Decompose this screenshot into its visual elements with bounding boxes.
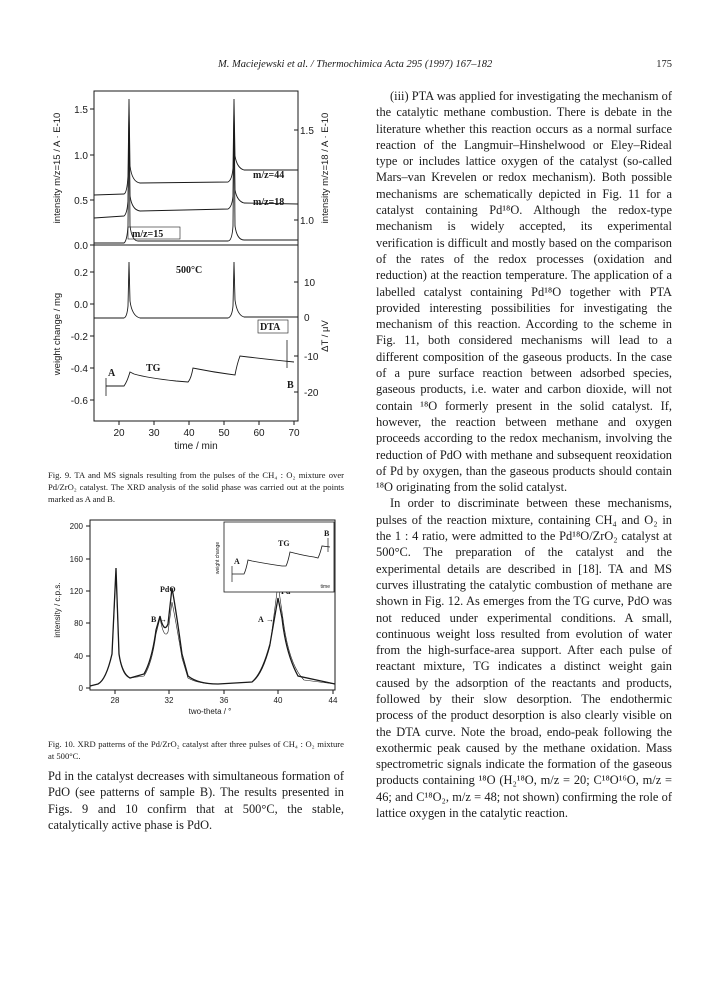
inset-y-label: weight change bbox=[215, 541, 221, 575]
inset-label-a: A bbox=[234, 557, 240, 566]
right-top-tick: 1.5 bbox=[300, 126, 314, 137]
left-top-tick: 1.0 bbox=[74, 151, 88, 162]
x-label: time / min bbox=[174, 441, 218, 452]
label-a: A bbox=[108, 368, 116, 379]
inset-x-label: time bbox=[320, 584, 330, 590]
fig10-y-tick: 0 bbox=[78, 684, 83, 693]
left-top-tick: 1.5 bbox=[74, 105, 88, 116]
y-left-top-label: intensity m/z=15 / A · E-10 bbox=[52, 112, 63, 224]
arrow-right-icon: → bbox=[266, 615, 274, 624]
figure-9-plot bbox=[48, 86, 348, 458]
right-column-text bbox=[376, 88, 672, 821]
fig10-x-tick: 44 bbox=[328, 696, 338, 705]
inset-label-b: B bbox=[324, 529, 330, 538]
x-tick: 30 bbox=[148, 428, 160, 439]
y-right-bottom-label: ΔT / μV bbox=[320, 320, 331, 352]
page-number: 175 bbox=[656, 59, 672, 70]
right-bottom-tick: -10 bbox=[304, 352, 319, 363]
figure-9 bbox=[48, 86, 348, 458]
fig10-y-tick: 120 bbox=[69, 587, 83, 596]
label-pdo: PdO bbox=[160, 585, 176, 594]
fig10-x-tick: 32 bbox=[164, 696, 174, 705]
left-bottom-tick: -0.6 bbox=[70, 396, 88, 407]
curve-tg bbox=[106, 356, 294, 386]
fig10-x-axis bbox=[111, 690, 338, 705]
paragraph-iii: (iii) PTA was applied for investigating the mechanism of the catalytic methane combustion. There is debate in the literature whether this reaction occurs as a normal surface reaction of the Langmuir–Hinshelwood or Eley–Rideal type or includes lattice oxygen of the catalyst (so-called Mars–van Krevelen or redox mechanism). Both possible mechanisms are schematically depicted in Fig. 11 for a catalyst containing Pd¹⁸O. Although the redox-type mechanism is widely accepted, its experimental verification is difficult and mostly based on the comparison of the rates of the redox processes (oxidation and reduction) at the reaction temperature. The application of a labelled catalyst containing Pd¹⁸O together with PTA provided interesting possibilities for investigating the mechanism of this reaction. According to the scheme in Fig. 11, both considered mechanisms will lead to a different composition of the gaseous products. In the case of a pure surface reaction between adsorbed species, gaseous products, i.e. water and carbon dioxide, will not contain ¹⁸O formerly present in the solid catalyst. If, however, the reaction between methane and oxygen proceeds according to the redox mechanism, involving the reduction of PdO with methane and subsequent reoxidation of Pd by oxygen, than the gaseous products should contain ¹⁸O originating from the solid catalyst. bbox=[376, 89, 672, 495]
x-tick: 40 bbox=[183, 428, 195, 439]
running-title: M. Maciejewski et al. / Thermochimica Acta 295 (1997) 167–182 bbox=[218, 59, 493, 70]
y-left-bottom-label: weight change / mg bbox=[52, 292, 63, 376]
right-bottom-tick: 0 bbox=[304, 313, 310, 324]
figure-9-caption: Fig. 9. TA and MS signals resulting from the pulses of the CH₄ : O₂ mixture over Pd/ZrO₂ catalyst. The XRD analysis of the solid phase was carried out at the points marked as A and B. bbox=[48, 470, 344, 504]
right-top-axis bbox=[294, 126, 314, 227]
fig10-y-tick: 200 bbox=[69, 522, 83, 531]
fig10-x-tick: 36 bbox=[219, 696, 229, 705]
inset-label-tg: TG bbox=[278, 539, 290, 548]
fig10-x-label: two-theta / ° bbox=[188, 707, 232, 716]
left-paragraph: Pd in the catalyst decreases with simultaneous formation of PdO (see patterns of sample B). The results presented in Figs. 9 and 10 confirm that at 500°C, the stable, catalytically active phase is PdO. bbox=[48, 769, 344, 832]
x-tick: 20 bbox=[113, 428, 125, 439]
y-right-top-label: intensity m/z=18 / A · E-10 bbox=[320, 112, 331, 224]
label-m44: m/z=44 bbox=[253, 170, 285, 181]
label-dta: DTA bbox=[260, 322, 281, 333]
left-top-tick: 0.0 bbox=[74, 241, 88, 252]
fig10-inset bbox=[215, 522, 334, 592]
fig10-y-tick: 80 bbox=[74, 619, 83, 628]
figure-10 bbox=[48, 514, 348, 724]
x-tick: 60 bbox=[253, 428, 265, 439]
x-tick: 50 bbox=[218, 428, 230, 439]
label-a-arrow: A bbox=[258, 615, 264, 624]
arrow-right-icon: → bbox=[159, 615, 167, 624]
left-top-axis bbox=[74, 105, 94, 252]
fig10-x-tick: 40 bbox=[273, 696, 283, 705]
running-header bbox=[0, 59, 720, 75]
figure-10-plot bbox=[48, 514, 348, 724]
left-bottom-axis bbox=[71, 268, 94, 407]
fig10-y-tick: 160 bbox=[69, 555, 83, 564]
label-temp: 500°C bbox=[176, 265, 203, 276]
x-tick: 70 bbox=[288, 428, 300, 439]
label-m18: m/z=18 bbox=[253, 197, 285, 208]
right-top-tick: 1.0 bbox=[300, 216, 314, 227]
left-top-tick: 0.5 bbox=[74, 196, 88, 207]
label-m15: m/z=15 bbox=[132, 229, 164, 240]
right-bottom-tick: 10 bbox=[304, 278, 316, 289]
label-tg: TG bbox=[146, 363, 161, 374]
right-bottom-tick: -20 bbox=[304, 388, 319, 399]
fig10-x-tick: 28 bbox=[110, 696, 120, 705]
figure-10-caption: Fig. 10. XRD patterns of the Pd/ZrO₂ catalyst after three pulses of CH₄ : O₂ mixture at 500°C. bbox=[48, 739, 344, 761]
left-bottom-tick: 0.2 bbox=[74, 268, 88, 279]
left-column-text bbox=[48, 768, 344, 833]
x-axis bbox=[113, 421, 300, 439]
label-b-arrow: B bbox=[151, 615, 157, 624]
figure-9-frame bbox=[94, 91, 298, 421]
left-bottom-tick: 0.0 bbox=[74, 300, 88, 311]
paragraph-mechanism-test: In order to discriminate between these mechanisms, pulses of the reaction mixture, containing CH₄ and O₂ in the 1 : 4 ratio, were admitted to the Pd¹⁸O/ZrO₂ catalyst at 500°C. The preparation of the catalyst and the experimental details are described in [18]. TA and MS curves illustrating the catalytic combustion of methane are shown in Fig. 12. As emerges from the TG curve, PdO was not reduced under experimental conditions. A small, continuous weight loss resulted from evolution of water from the high-surface-area support. After each pulse of reactant mixture, TG indicates a distinct weight gain caused by the adsorption of the reactants and products, followed by their slow desorption. The endothermic process of the product desorption is also clearly visible on the DTA curve. Note the broad, endo-peak following the exothermic peak caused by the methane oxidation. Mass spectrometric signals indicate the formation of the gaseous products containing ¹⁸O (H₂¹⁸O, m/z = 20; C¹⁸O¹⁶O, m/z = 46; and C¹⁸O₂, m/z = 48; not shown) confirming the role of lattice oxygen in the catalytic reaction. bbox=[376, 496, 672, 821]
fig10-y-tick: 40 bbox=[74, 652, 83, 661]
left-bottom-tick: -0.4 bbox=[70, 364, 88, 375]
left-bottom-tick: -0.2 bbox=[70, 332, 88, 343]
label-b: B bbox=[287, 380, 294, 391]
fig10-y-label: intensity / c.p.s. bbox=[53, 582, 62, 638]
fig10-y-axis bbox=[70, 522, 90, 693]
